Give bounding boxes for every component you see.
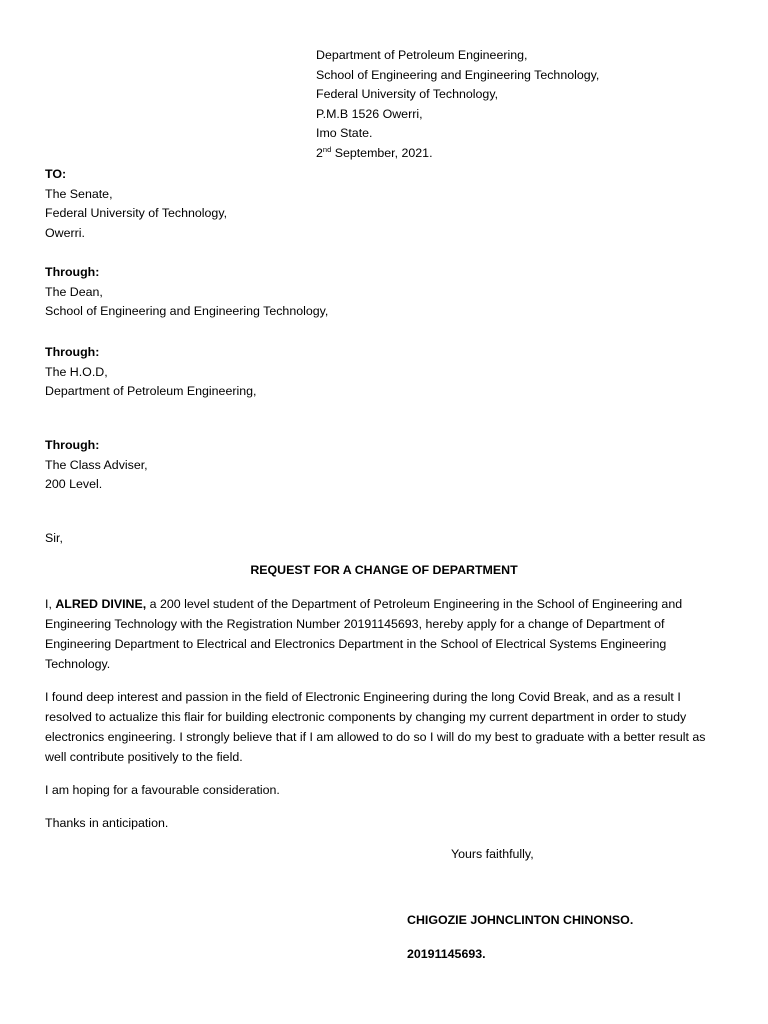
body-paragraph-1 — [45, 594, 723, 674]
body-paragraph-2: I found deep interest and passion in the field of Electronic Engineering during the long Covid Break, and as a result I resolved to actualize this flair for building electronic components by changing my current department in order to study electronics engineering. I strongly believe that if I am allowed to do so I will do my best to graduate with a better result as well contribute positively to the field. — [45, 690, 706, 764]
through-line: The H.O.D, — [45, 364, 108, 379]
signatory-reg-number: 20191145693. — [407, 947, 486, 961]
through-adviser-block — [45, 436, 148, 495]
body-paragraph-4: Thanks in anticipation. — [45, 816, 169, 830]
body-paragraph-3: I am hoping for a favourable consideration. — [45, 783, 280, 797]
through-line: 200 Level. — [45, 477, 103, 492]
through-heading: Through: — [45, 438, 100, 452]
valediction: Yours faithfully, — [451, 847, 534, 861]
paragraph-text: a 200 level student of the Department of Petroleum Engineering in the School of Engineering and Engineering Technology with the Registration Number 20191145693, hereby apply for a change of Department of Engineering Department to Electrical and Electronics Department in the School of Electrical Systems Engineering Technology. — [45, 597, 683, 671]
through-heading: Through: — [45, 345, 100, 359]
through-line: School of Engineering and Engineering Technology, — [45, 304, 329, 319]
letter-date — [316, 144, 599, 164]
recipient-line: The Senate, — [45, 186, 113, 201]
date-suffix: nd — [322, 144, 332, 154]
sender-address-line: School of Engineering and Engineering Technology, — [316, 67, 600, 82]
through-hod-block — [45, 343, 256, 402]
sender-address-line: Imo State. — [316, 126, 373, 141]
recipient-block — [45, 165, 227, 243]
student-name: ALRED DIVINE, — [55, 597, 147, 611]
sender-address-line: P.M.B 1526 Owerri, — [316, 106, 423, 121]
recipient-line: Owerri. — [45, 225, 85, 240]
sender-address-line: Department of Petroleum Engineering, — [316, 48, 528, 62]
through-line: The Class Adviser, — [45, 457, 148, 472]
signatory-name: CHIGOZIE JOHNCLINTON CHINONSO. — [407, 913, 634, 927]
through-line: Department of Petroleum Engineering, — [45, 384, 257, 399]
date-day: 2 — [316, 145, 323, 160]
salutation: Sir, — [45, 531, 63, 545]
letter-subject: REQUEST FOR A CHANGE OF DEPARTMENT — [250, 563, 518, 577]
through-dean-block — [45, 263, 328, 322]
sender-address — [316, 46, 599, 164]
through-heading: Through: — [45, 265, 100, 279]
date-rest: September, 2021. — [331, 145, 433, 160]
sender-address-line: Federal University of Technology, — [316, 87, 499, 102]
recipient-line: Federal University of Technology, — [45, 206, 228, 221]
recipient-heading: TO: — [45, 167, 67, 181]
paragraph-intro: I, — [45, 597, 56, 611]
through-line: The Dean, — [45, 284, 103, 299]
